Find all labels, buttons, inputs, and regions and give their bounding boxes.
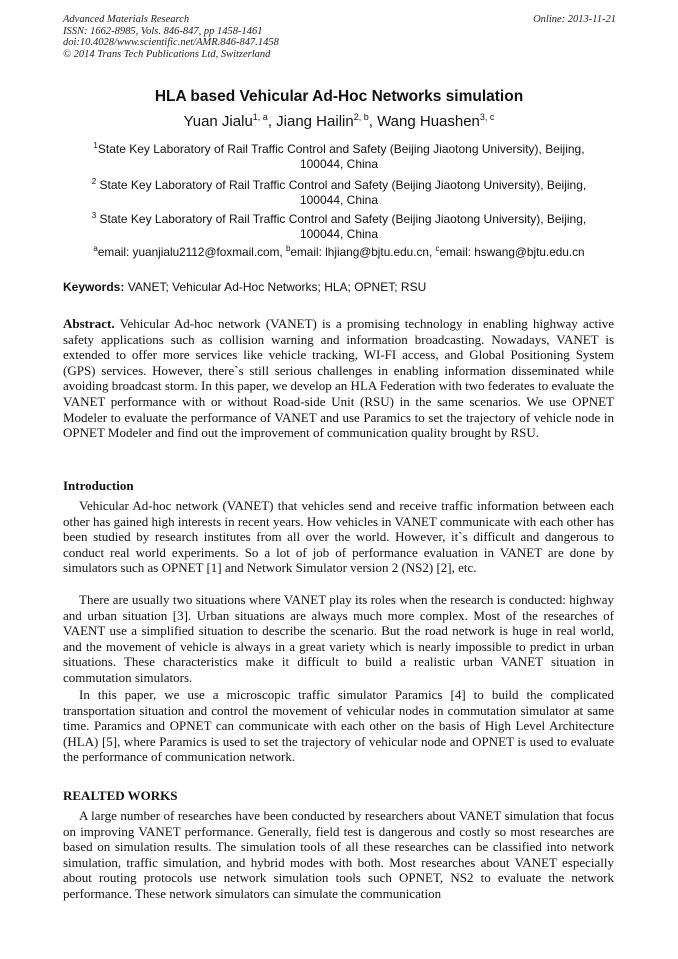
intro-paragraph-3: In this paper, we use a microscopic traffic simulator Paramics [4] to build the complicated transportation situation and control the movement of vehicular nodes in commutation simulator at same time. Paramics and OPNET can communicate with each other on the basis of High Level Architecture (HLA) [5], where Paramics is used to set the trajectory of vehicular node and OPNET is used to evaluate the performance of communication network. (63, 687, 614, 765)
doi-line: doi:10.4028/www.scientific.net/AMR.846-847.1458 (63, 37, 279, 48)
affiliation-sup: 3 (91, 211, 97, 220)
affiliation-line: 100044, China (299, 193, 379, 207)
issn-line: ISSN: 1662-8985, Vols. 846-847, pp 1458-1461 (63, 25, 263, 37)
affiliation-1 (78, 138, 600, 172)
author-sup: 3, c (479, 112, 495, 122)
affiliation-2 (78, 174, 600, 208)
affiliation-line: 100044, China (299, 227, 379, 241)
author-list (0, 112, 678, 130)
author-sep: , (368, 113, 378, 130)
affiliation-line: State Key Laboratory of Rail Traffic Control and Safety (Beijing Jiaotong University), Beijing, (97, 142, 585, 156)
journal-header (63, 14, 616, 60)
abstract-label: Abstract. (63, 316, 115, 331)
keywords-text: VANET; Vehicular Ad-Hoc Networks; HLA; OPNET; RSU (124, 280, 427, 294)
author-sup: 1, a (252, 112, 268, 122)
abstract-text: Vehicular Ad-hoc network (VANET) is a promising technology in enabling highway active safety applications such as collision warning and information broadcasting. Nowadays, VANET is extended to offer more services like vehicle tracking, WI-FI access, and Global Positioning System (GPS) services. However, there`s still serious challenges in enabling information disseminated while avoiding broadcast storm. In this paper, we develop an HLA Federation with two federates to evaluate the VANET performance with or without Road-side Unit (RSU) in the same scenarios. We use OPNET Modeler to evaluate the performance of VANET and use Paramics to set the trajectory of vehicle node in OPNET Modeler and find out the improvement of communication quality brought by RSU. (63, 316, 614, 441)
email-text: email: lhjiang@bjtu.edu.cn, (290, 244, 436, 259)
section-heading-related-works: REALTED WORKS (63, 788, 178, 803)
affiliation-sup: 2 (91, 177, 97, 186)
section-heading-introduction: Introduction (63, 478, 134, 493)
affiliation-line: State Key Laboratory of Rail Traffic Control and Safety (Beijing Jiaotong University), Beijing, (96, 178, 587, 192)
abstract-paragraph (63, 316, 614, 441)
author-name: Jiang Hailin (276, 113, 354, 130)
author-name: Wang Huashen (377, 113, 480, 130)
email-sup: b (285, 244, 291, 253)
author-sup: 2, b (353, 112, 369, 122)
affiliation-line: 100044, China (299, 157, 379, 171)
intro-paragraph-1: Vehicular Ad-hoc network (VANET) that vehicles send and receive traffic information between each other has gained high interests in recent years. How vehicles in VANET communicate with each other has been studied by research institutes from all over the world. However, it`s difficult and dangerous to conduct real world experiments. So a lot of job of performance evaluation in VANET are done by simulators such as OPNET [1] and Network Simulator version 2 (NS2) [2], etc. (63, 498, 614, 576)
online-date: Online: 2013-11-21 (533, 14, 616, 25)
email-sup: c (435, 244, 440, 253)
affiliation-sup: 1 (93, 141, 98, 150)
copyright-line: © 2014 Trans Tech Publications Ltd, Switzerland (63, 48, 271, 60)
keywords-label: Keywords: (63, 280, 125, 294)
keywords-line (63, 280, 426, 294)
email-text: email: yuanjialu2112@foxmail.com, (97, 244, 286, 259)
intro-paragraph-2: There are usually two situations where VANET play its roles when the research is conducted: highway and urban situation [3]. Urban situations are always much more complex. Most of the researches of VAENT use a simplified situation to describe the scenario. But the road network is huge in real world, and the movement of vehicle is always in a great variety which is nearly impossible to predict in urban situations. These characteristics make it difficult to build a realistic urban VANET situation in commutation simulators. (63, 592, 614, 685)
paper-title: HLA based Vehicular Ad-Hoc Networks simulation (154, 88, 524, 105)
author-name: Yuan Jialu (183, 113, 253, 130)
affiliation-3 (78, 208, 600, 242)
related-works-paragraph-1: A large number of researches have been conducted by researchers about VANET simulation that focus on improving VANET performance. Generally, field test is dangerous and costly so most researches are based on simulation results. The simulation tools of all these researches can be classified into network simulation, traffic simulation, and hybrid modes with both. Most researches about VANET especially about routing protocols use network simulation tools such OPNET, NS2 to evaluate the network performance. These network simulators can simulate the communication (63, 808, 614, 901)
affiliation-line: State Key Laboratory of Rail Traffic Control and Safety (Beijing Jiaotong University), Beijing, (96, 212, 587, 226)
author-sep: , (267, 113, 277, 130)
journal-name: Advanced Materials Research (63, 14, 190, 25)
email-line (60, 244, 618, 259)
email-text: email: hswang@bjtu.edu.cn (439, 244, 585, 259)
email-sup: a (93, 244, 98, 253)
